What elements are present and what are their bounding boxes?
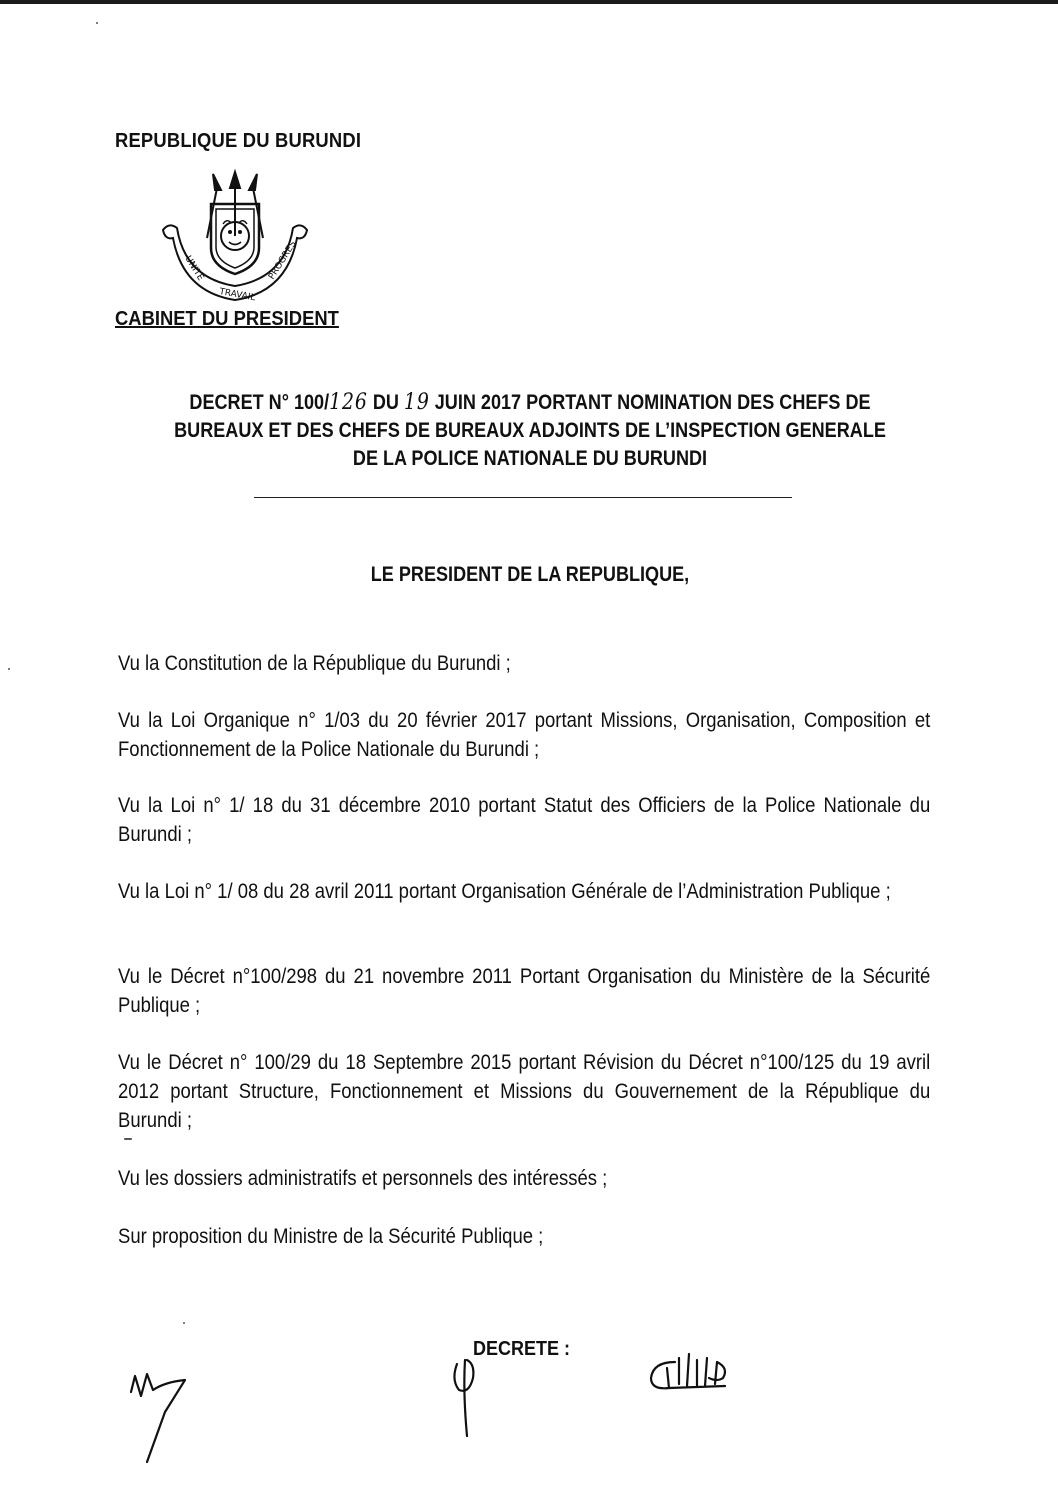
authority-heading: LE PRESIDENT DE LA REPUBLIQUE, — [370, 563, 690, 586]
visa-paragraph: Vu la Loi n° 1/ 18 du 31 décembre 2010 portant Statut des Officiers de la Police Nationale du Burundi ; — [118, 794, 931, 846]
visa-paragraph: Vu la Loi n° 1/ 08 du 28 avril 2011 portant Organisation Générale de l’Administration Publique ; — [118, 880, 891, 903]
title-divider — [254, 497, 792, 498]
visa-paragraph: Vu le Décret n°100/298 du 21 novembre 2011 Portant Organisation du Ministère de la Sécurité Publique ; — [118, 965, 931, 1017]
visa-paragraph: Vu les dossiers administratifs et personnels des intéressés ; — [118, 1167, 608, 1190]
visa-paragraph: Vu la Constitution de la République du Burundi ; — [118, 652, 511, 675]
decree-title-line-2: BUREAUX ET DES CHEFS DE BUREAUX ADJOINTS DE L’INSPECTION GENERALE — [174, 419, 886, 442]
initials-signature-left — [125, 1362, 205, 1472]
enacting-clause: DECRETE : — [473, 1338, 571, 1360]
motto-unite-text: UNITE — [182, 254, 206, 283]
scan-speck — [183, 1322, 185, 1324]
initials-signature-right — [645, 1348, 740, 1408]
decree-title-line-3: DE LA POLICE NATIONALE DU BURUNDI — [352, 447, 708, 470]
visa-paragraph: Sur proposition du Ministre de la Sécurité Publique ; — [118, 1225, 544, 1248]
scan-speck — [96, 22, 98, 24]
decree-number-prefix: DECRET N° 100/ — [189, 391, 330, 414]
decree-date-prefix: DU — [367, 391, 404, 414]
scan-speck — [124, 1138, 132, 1140]
coat-of-arms-emblem — [155, 168, 315, 308]
visa-paragraph: Vu la Loi Organique n° 1/03 du 20 février 2017 portant Missions, Organisation, Composition et Fonctionnement de la Police Nationale du Burundi ; — [118, 709, 931, 761]
decree-day-handwritten: 19 — [403, 390, 430, 415]
motto-progres-text: PROGRES — [267, 239, 299, 282]
decree-title-line-1 — [169, 389, 891, 417]
scan-speck — [8, 668, 10, 670]
decree-title — [110, 389, 950, 473]
page-top-edge — [0, 0, 1058, 4]
office-heading: CABINET DU PRESIDENT — [115, 308, 339, 330]
initials-signature-middle — [445, 1352, 495, 1442]
country-heading: REPUBLIQUE DU BURUNDI — [115, 130, 362, 152]
decree-number-handwritten: 126 — [329, 390, 368, 415]
motto-travail-text: TRAVAIL — [218, 287, 257, 304]
visa-paragraph: Vu le Décret n° 100/29 du 18 Septembre 2015 portant Révision du Décret n°100/125 du 19 avril 2012 portant Structure, Fonctionnement et Missions du Gouvernement de la République du Burundi ; — [118, 1051, 931, 1132]
decree-title-subject-start: JUIN 2017 PORTANT NOMINATION DES CHEFS DE — [429, 391, 871, 414]
